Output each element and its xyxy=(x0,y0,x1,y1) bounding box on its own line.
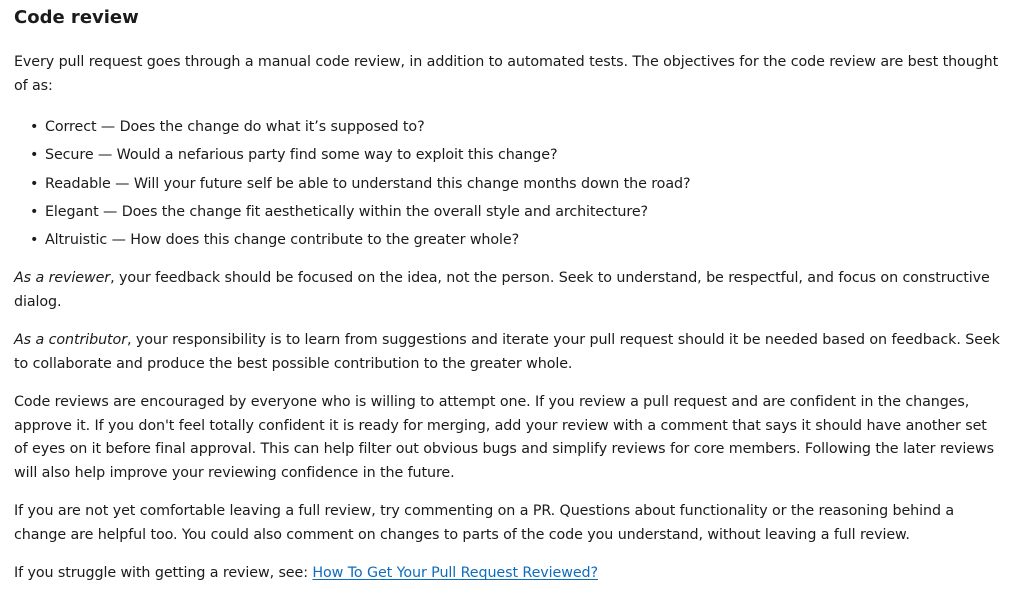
struggle-text: If you struggle with getting a review, see: xyxy=(14,565,313,582)
objective-dash: — xyxy=(96,119,120,135)
list-item-elegant xyxy=(30,198,1000,226)
contributor-lead: As a contributor xyxy=(14,332,127,349)
objective-dash: — xyxy=(93,147,117,164)
bullet-icon: • xyxy=(30,147,39,164)
commenting-paragraph: If you are not yet comfortable leaving a full review, try commenting on a PR. Questions about functionality or the reasoning behind a change are helpful too. You could also comment on changes to parts of the code you understand, without leaving a full review. xyxy=(14,503,955,543)
objective-text: Does the change do what it’s supposed to? xyxy=(119,119,425,135)
get-reviewed-link[interactable]: How To Get Your Pull Request Reviewed? xyxy=(312,565,598,582)
reviewer-paragraph xyxy=(14,267,1000,314)
intro-paragraph: Every pull request goes through a manual code review, in addition to automated tests. The objectives for the code review are best thought of as: xyxy=(14,54,999,94)
objective-dash: — xyxy=(110,175,134,192)
list-item-correct xyxy=(30,113,1000,141)
objective-dash: — xyxy=(98,203,122,220)
objective-text: How does this change contribute to the greater whole? xyxy=(130,232,520,249)
section-title: Code review xyxy=(14,7,139,28)
bullet-icon: • xyxy=(30,175,39,192)
encouragement-paragraph: Code reviews are encouraged by everyone who is willing to attempt one. If you review a pull request and are confident in the changes, approve it. If you don't feel totally confident it is ready for merging, add your review with a comment that says it should have another set of eyes on it before final approval. This can help filter out obvious bugs and simplify reviews for core members. Following the later reviews will also help improve your reviewing confidence in the future. xyxy=(14,394,994,481)
objective-term: Altruistic xyxy=(45,232,108,249)
objectives-list xyxy=(14,113,1000,254)
bullet-icon: • xyxy=(30,203,39,220)
objective-text: Does the change fit aesthetically within the overall style and architecture? xyxy=(121,203,649,220)
objective-term: Readable xyxy=(45,175,111,192)
contributor-paragraph xyxy=(14,329,1000,376)
objective-dash: — xyxy=(107,232,131,249)
objective-text: Would a nefarious party find some way to exploit this change? xyxy=(116,147,558,164)
objective-text: Will your future self be able to understand this change months down the road? xyxy=(133,175,691,192)
objective-term: Elegant xyxy=(45,203,99,220)
reviewer-text: , your feedback should be focused on the idea, not the person. Seek to understand, be respectful, and focus on constructive dialog. xyxy=(14,270,990,310)
list-item-secure xyxy=(30,141,1000,169)
list-item-readable xyxy=(30,170,1000,198)
objective-term: Secure xyxy=(45,147,94,164)
bullet-icon: • xyxy=(30,232,39,249)
reviewer-lead: As a reviewer xyxy=(14,270,111,287)
bullet-icon: • xyxy=(30,119,39,135)
struggle-paragraph xyxy=(14,562,1000,586)
objective-term: Correct xyxy=(45,119,97,135)
contributor-text: , your responsibility is to learn from suggestions and iterate your pull request should it be needed based on feedback. Seek to collaborate and produce the best possible contribution to the greater whole. xyxy=(14,332,1000,372)
list-item-altruistic xyxy=(30,226,1000,254)
